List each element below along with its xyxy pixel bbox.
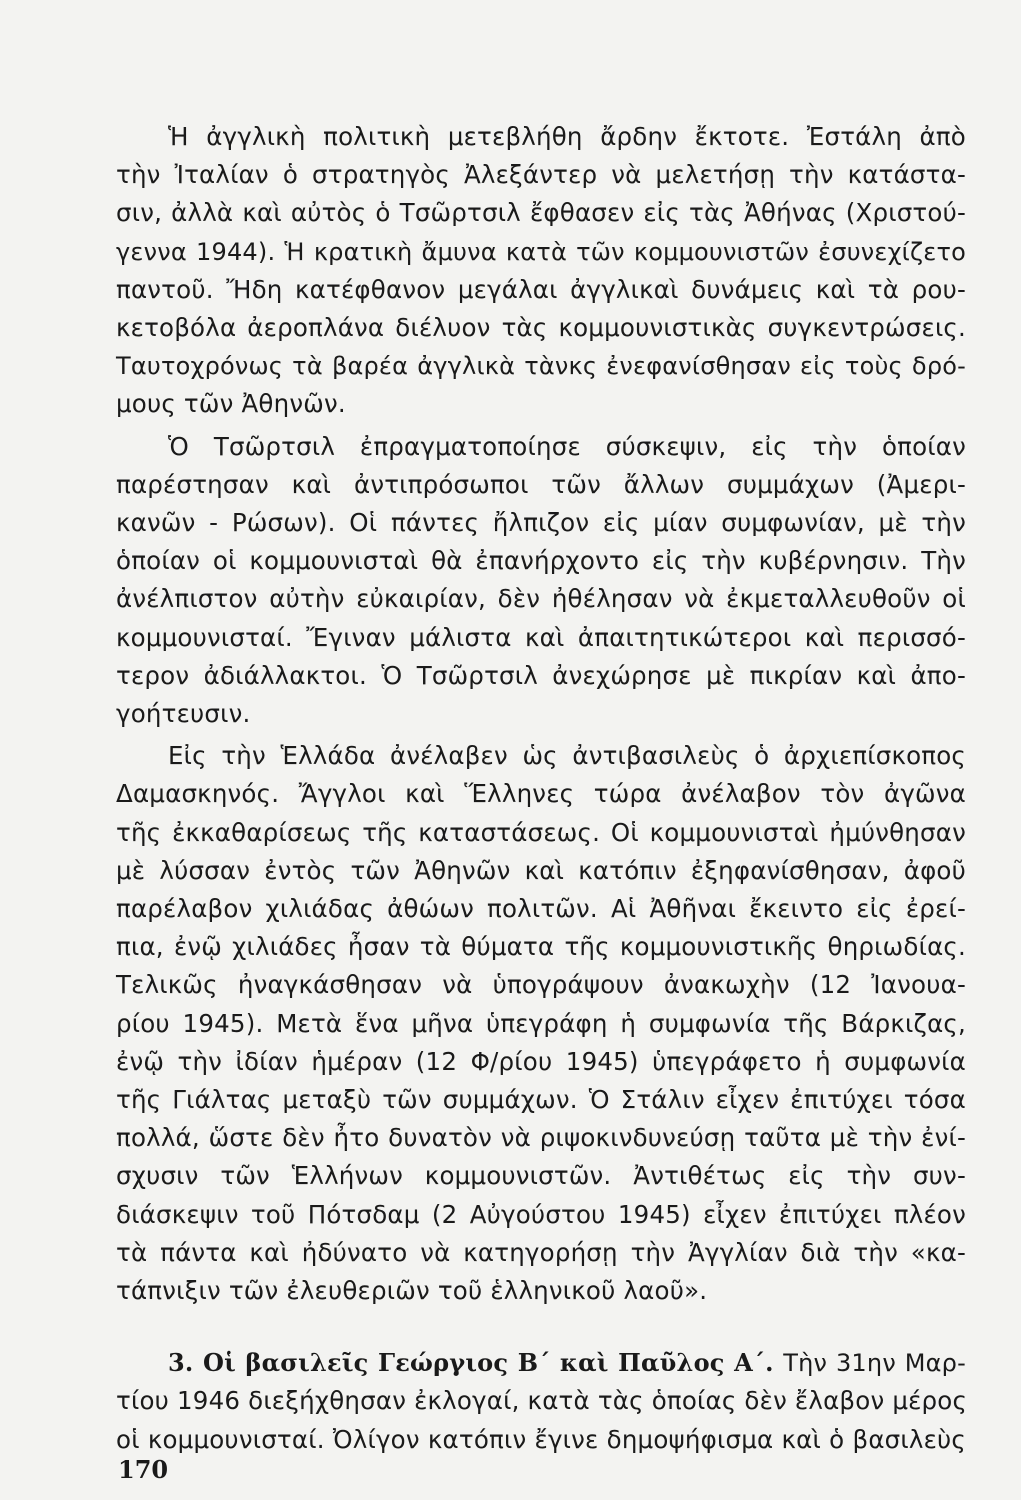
text-line: οἱ κομμουνισταί. Ὀλίγον κατόπιν ἔγινε δημοψήφισμα καὶ ὁ βασιλεὺς xyxy=(116,1424,966,1454)
section-first-line-text: Τὴν 31ην Μαρ- xyxy=(783,1349,966,1378)
text-line: πια, ἐνῷ χιλιάδες ἦσαν τὰ θύματα τῆς κομμουνιστικῆς θηριωδίας. xyxy=(116,932,966,962)
text-line: πολλά, ὥστε δὲν ἦτο δυνατὸν νὰ ριψοκινδυνεύσῃ ταῦτα μὲ τὴν ἐνί- xyxy=(116,1123,966,1153)
text-line: τὴν Ἰταλίαν ὁ στρατηγὸς Ἀλεξάντερ νὰ μελετήσῃ τὴν κατάστα- xyxy=(116,160,966,190)
text-line: τῆς ἐκκαθαρίσεως τῆς καταστάσεως. Οἱ κομμουνισταὶ ἠμύνθησαν xyxy=(116,817,966,847)
text-line: Ταυτοχρόνως τὰ βαρέα ἀγγλικὰ τὰνκς ἐνεφανίσθησαν εἰς τοὺς δρό- xyxy=(116,352,966,381)
section-heading-line xyxy=(168,1344,966,1382)
text-line: μὲ λύσσαν ἐντὸς τῶν Ἀθηνῶν καὶ κατόπιν ἐξηφανίσθησαν, ἀφοῦ xyxy=(116,855,966,885)
text-line: Ἡ ἀγγλικὴ πολιτικὴ μετεβλήθη ἄρδην ἔκτοτε. Ἐστάλη ἀπὸ xyxy=(168,122,966,151)
text-line: κομμουνισταί. Ἔγιναν μάλιστα καὶ ἀπαιτητικώτεροι καὶ περισσό- xyxy=(116,622,966,652)
text-line: Εἰς τὴν Ἑλλάδα ἀνέλαβεν ὡς ἀντιβασιλεὺς ὁ ἀρχιεπίσκοπος xyxy=(168,741,966,771)
text-line: τάπνιξιν τῶν ἐλευθεριῶν τοῦ ἑλληνικοῦ λαοῦ». xyxy=(116,1276,708,1305)
text-line: Δαμασκηνός. Ἄγγλοι καὶ Ἕλληνες τώρα ἀνέλαβον τὸν ἀγῶνα xyxy=(116,779,966,809)
text-line: ἀνέλπιστον αὐτὴν εὐκαιρίαν, δὲν ἠθέλησαν νὰ ἐκμεταλλευθοῦν οἱ xyxy=(116,584,966,614)
text-line: ὁποίαν οἱ κομμουνισταὶ θὰ ἐπανήρχοντο εἰς τὴν κυβέρνησιν. Τὴν xyxy=(116,546,966,576)
text-line: παρέστησαν καὶ ἀντιπρόσωποι τῶν ἄλλων συμμάχων (Ἀμερι- xyxy=(116,469,966,499)
text-line: κανῶν - Ρώσων). Οἱ πάντες ἤλπιζον εἰς μίαν συμφωνίαν, μὲ τὴν xyxy=(116,508,966,537)
page-number: 170 xyxy=(118,1455,169,1484)
text-line: κετοβόλα ἀεροπλάνα διέλυον τὰς κομμουνιστικὰς συγκεντρώσεις. xyxy=(116,313,966,342)
text-line: Ὁ Τσῶρτσιλ ἐπραγματοποίησε σύσκεψιν, εἰς τὴν ὁποίαν xyxy=(168,431,966,461)
text-line: τίου 1946 διεξήχθησαν ἐκλογαί, κατὰ τὰς ὁποίας δὲν ἔλαβον μέρος xyxy=(116,1386,968,1416)
text-line: παντοῦ. Ἤδη κατέφθανον μεγάλαι ἀγγλικαὶ δυνάμεις καὶ τὰ ρου- xyxy=(116,274,966,304)
text-line: σιν, ἀλλὰ καὶ αὐτὸς ὁ Τσῶρτσιλ ἔφθασεν εἰς τὰς Ἀθήνας (Χριστού- xyxy=(116,198,966,228)
text-line: τερον ἀδιάλλακτοι. Ὁ Τσῶρτσιλ ἀνεχώρησε μὲ πικρίαν καὶ ἀπο- xyxy=(116,660,966,690)
text-line: ρίου 1945). Μετὰ ἕνα μῆνα ὑπεγράφη ἡ συμφωνία τῆς Βάρκιζας, xyxy=(116,1008,966,1038)
text-line: γοήτευσιν. xyxy=(116,699,251,728)
text-line: διάσκεψιν τοῦ Πότσδαμ (2 Αὐγούστου 1945) εἶχεν ἐπιτύχει πλέον xyxy=(116,1199,966,1229)
section-heading: 3. Οἱ βασιλεῖς Γεώργιος Β΄ καὶ Παῦλος Α΄. xyxy=(168,1348,784,1378)
text-line: ἐνῷ τὴν ἰδίαν ἡμέραν (12 Φ/ρίου 1945) ὑπεγράφετο ἡ συμφωνία xyxy=(116,1046,966,1076)
text-line: τῆς Γιάλτας μεταξὺ τῶν συμμάχων. Ὁ Στάλιν εἶχεν ἐπιτύχει τόσα xyxy=(116,1085,966,1114)
text-line: Τελικῶς ἠναγκάσθησαν νὰ ὑπογράψουν ἀνακωχὴν (12 Ἰανουα- xyxy=(116,970,966,1000)
text-line: γεννα 1944). Ἡ κρατικὴ ἄμυνα κατὰ τῶν κομμουνιστῶν ἐσυνεχίζετο xyxy=(116,237,966,266)
text-line: μους τῶν Ἀθηνῶν. xyxy=(116,389,346,419)
text-line: παρέλαβον χιλιάδας ἀθώων πολιτῶν. Αἱ Ἀθῆναι ἔκειντο εἰς ἐρεί- xyxy=(116,894,966,923)
text-line: σχυσιν τῶν Ἑλλήνων κομμουνιστῶν. Ἀντιθέτως εἰς τὴν συν- xyxy=(116,1161,966,1191)
text-line: τὰ πάντα καὶ ἠδύνατο νὰ κατηγορήσῃ τὴν Ἀγγλίαν διὰ τὴν «κα- xyxy=(116,1237,966,1267)
